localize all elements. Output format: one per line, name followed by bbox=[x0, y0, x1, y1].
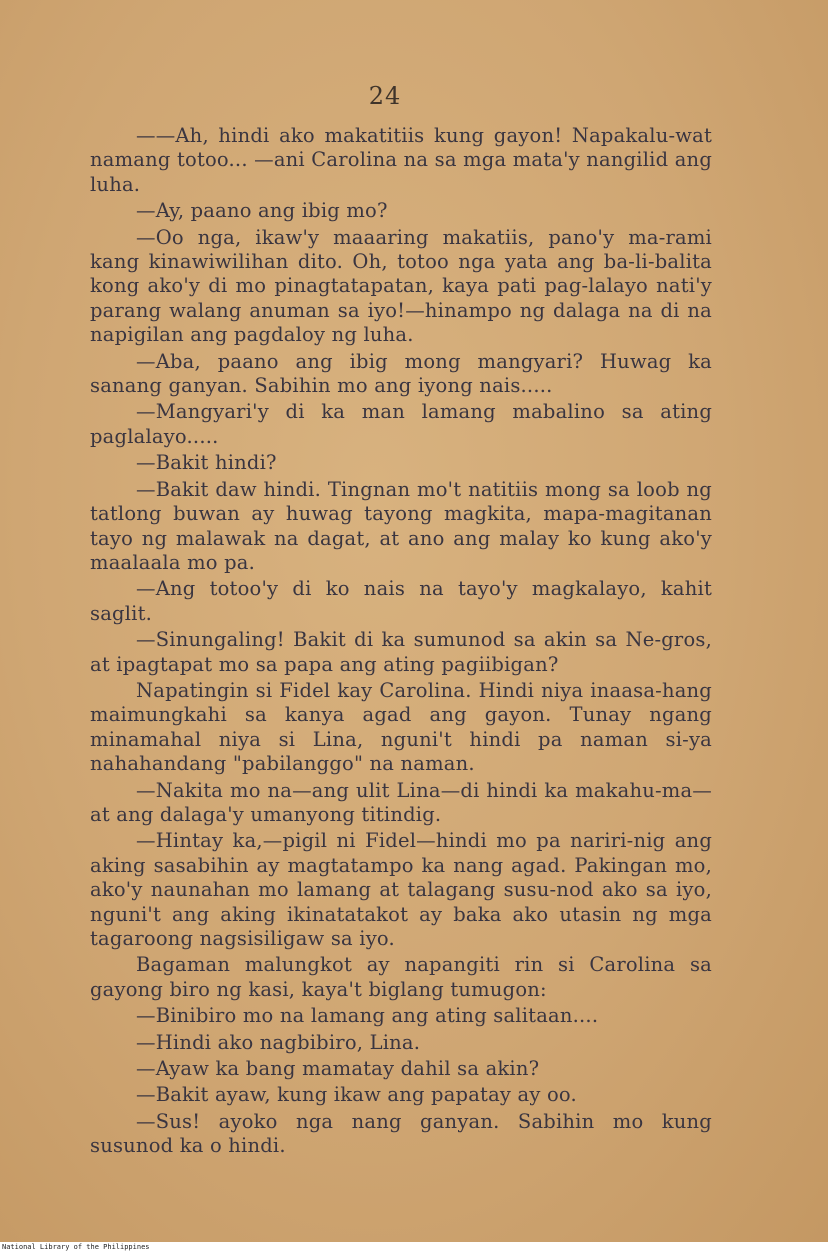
paragraph: Napatingin si Fidel kay Carolina. Hindi niya inaasa-hang maimungkahi sa kanya agad ang gayon. Tunay ngang minamahal niya si Lina, nguni't hindi pa naman si-ya nahahandang "pabilanggo" na naman. bbox=[90, 678, 712, 776]
paragraph: —Oo nga, ikaw'y maaaring makatiis, pano'y ma-rami kang kinawiwilihan dito. Oh, totoo nga yata ang ba-li-balita kong ako'y di mo pinagtatapatan, kaya pati pag-lalayo nati'y parang walang anuman sa iyo!—hinampo ng dalaga na di na napigilan ang pagdaloy ng luha. bbox=[90, 225, 712, 347]
paragraph: —Ayaw ka bang mamatay dahil sa akin? bbox=[136, 1057, 540, 1081]
paragraph: —Sinungaling! Bakit di ka sumunod sa akin sa Ne-gros, at ipagtapat mo sa papa ang ating pagiibigan? bbox=[90, 628, 712, 676]
paragraph: —Binibiro mo na lamang ang ating salitaan.... bbox=[136, 1004, 599, 1028]
paragraph: —Sus! ayoko nga nang ganyan. Sabihin mo kung susunod ka o hindi. bbox=[90, 1109, 712, 1158]
page-body bbox=[90, 124, 712, 1161]
paragraph: —Bakit daw hindi. Tingnan mo't natitiis mong sa loob ng tatlong buwan ay huwag tayong magkita, mapa-magitanan tayo ng malawak na dagat, at ano ang malay ko kung ako'y maalaala mo pa. bbox=[90, 477, 712, 574]
paragraph: —Hindi ako nagbibiro, Lina. bbox=[136, 1030, 421, 1054]
paragraph: —Aba, paano ang ibig mong mangyari? Huwag ka sanang ganyan. Sabihin mo ang iyong nais..... bbox=[90, 349, 712, 398]
paragraph: —Ay, paano ang ibig mo? bbox=[136, 199, 388, 223]
page-number: 24 bbox=[368, 82, 402, 110]
paragraph: —Bakit ayaw, kung ikaw ang papatay ay oo. bbox=[136, 1083, 577, 1107]
paragraph: —Bakit hindi? bbox=[136, 451, 277, 475]
paragraph: —Ang totoo'y di ko nais na tayo'y magkalayo, kahit saglit. bbox=[90, 577, 712, 625]
paragraph: Bagaman malungkot ay napangiti rin si Carolina sa gayong biro ng kasi, kaya't biglang tumugon: bbox=[90, 953, 712, 1001]
paragraph: —Nakita mo na—ang ulit Lina—di hindi ka makahu-ma—at ang dalaga'y umanyong titindig. bbox=[90, 778, 712, 826]
paragraph: —Mangyari'y di ka man lamang mabalino sa ating paglalayo..... bbox=[90, 400, 712, 448]
library-watermark: National Library of the Philippines bbox=[0, 1242, 828, 1253]
paragraph: —Hintay ka,—pigil ni Fidel—hindi mo pa nariri-nig ang aking sasabihin ay magtatampo ka nang agad. Pakingan mo, ako'y naunahan mo lamang at talagang susu-nod ako sa iyo, nguni't ang aking ikinatatakot ay baka ako utasin ng mga tagaroong nagsisiligaw sa iyo. bbox=[90, 829, 712, 950]
paragraph: ——Ah, hindi ako makatitiis kung gayon! Napakalu-wat namang totoo... —ani Carolina na sa mga mata'y nangilid ang luha. bbox=[90, 124, 712, 196]
